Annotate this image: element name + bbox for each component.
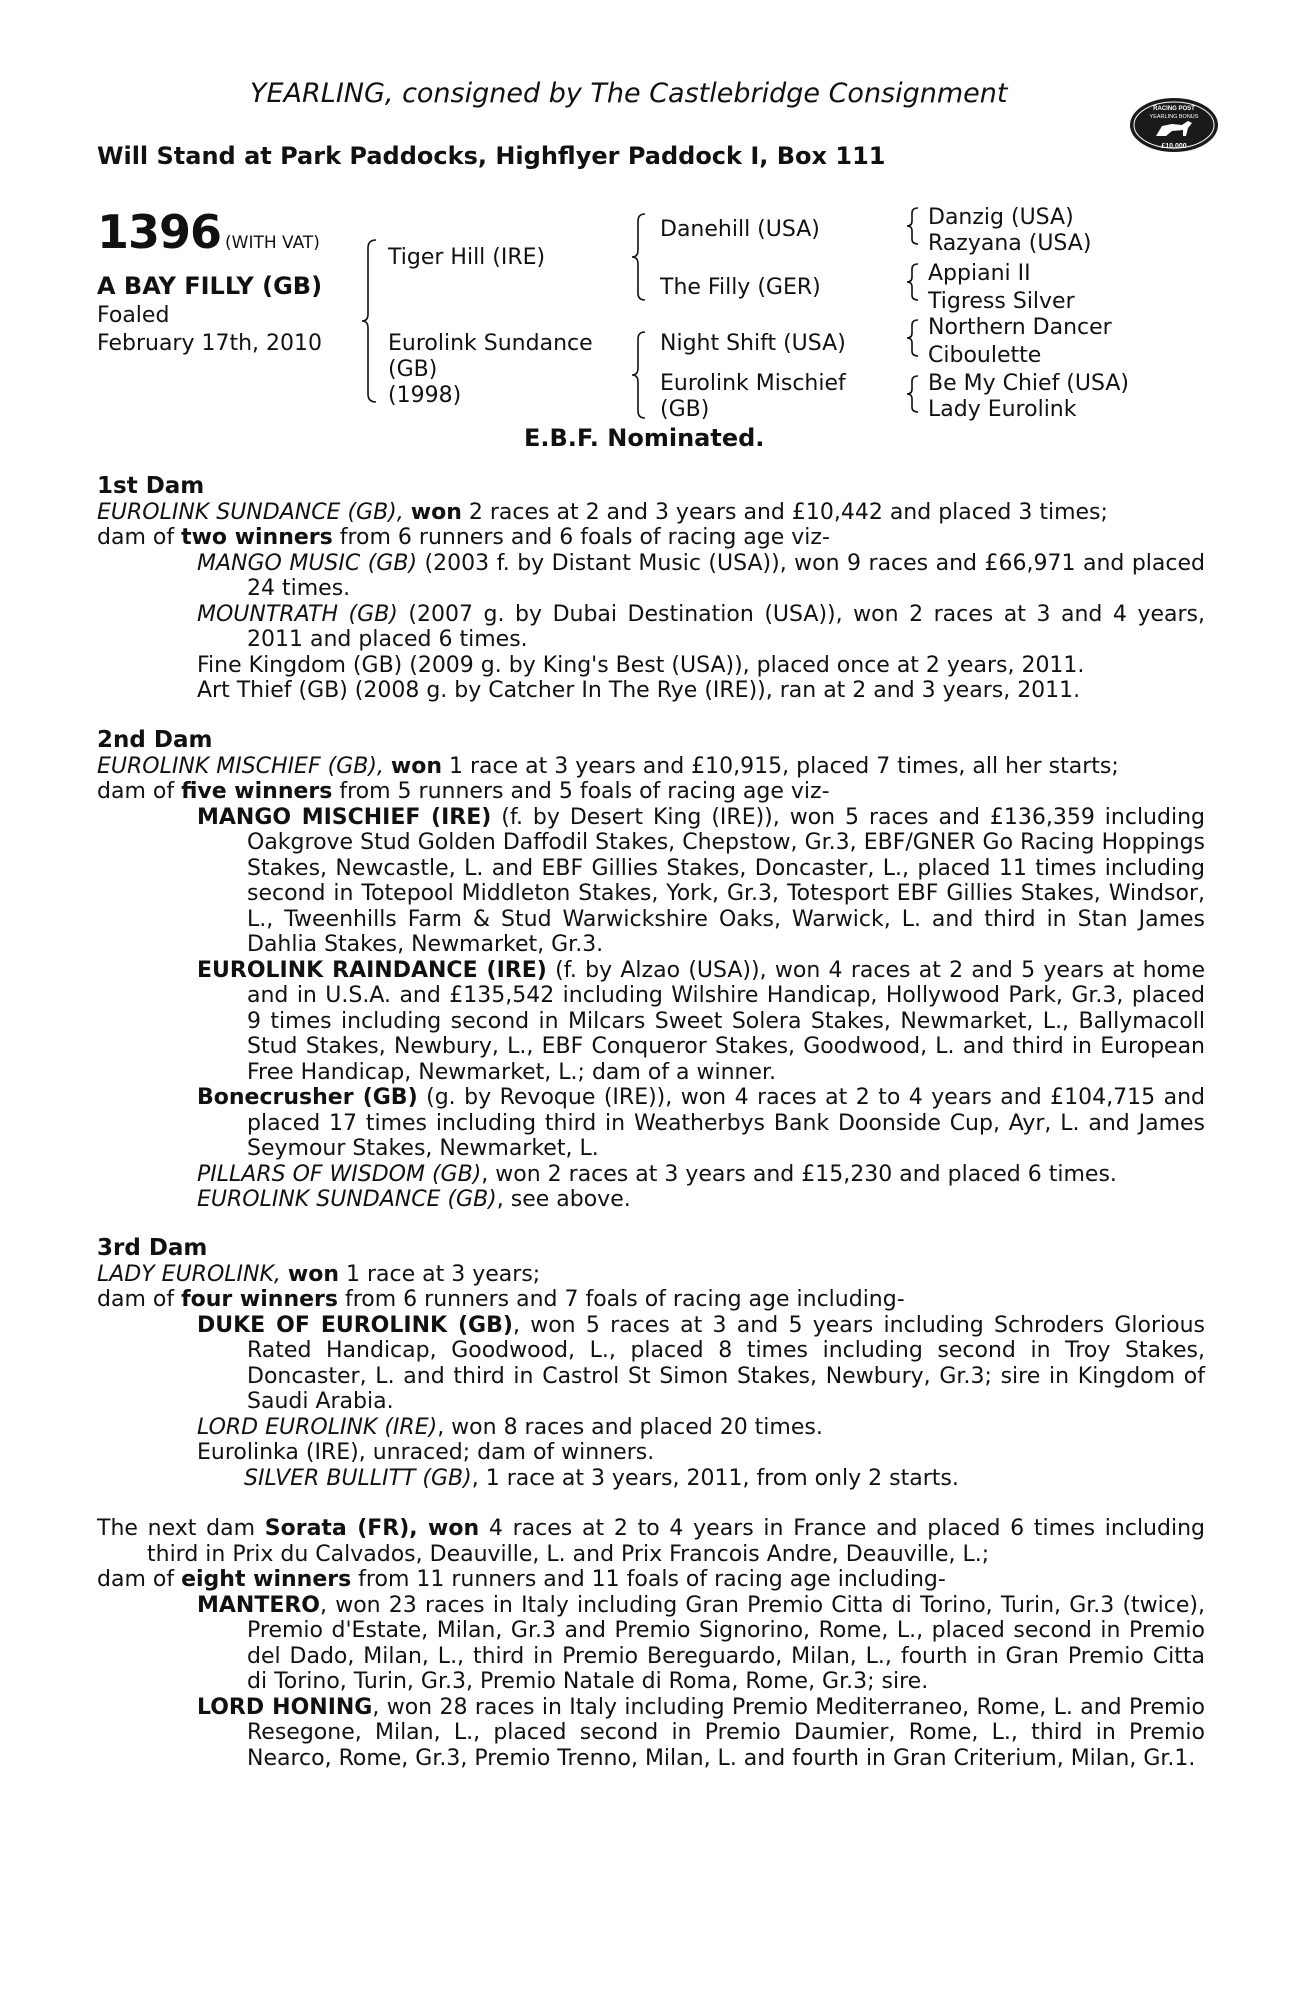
first-dam-section bbox=[97, 474, 1205, 704]
pedigree-dam-dam-line2: (GB) bbox=[660, 397, 710, 422]
next-dam-produce-summary: dam of eight winners from 11 runners and 11 foals of racing age including- bbox=[97, 1567, 946, 1592]
pedigree-sire-sire: Danehill (USA) bbox=[660, 217, 820, 242]
yearling-bonus-badge bbox=[1128, 96, 1220, 154]
first-dam-produce-summary: dam of two winners from 6 runners and 6 foals of racing age viz- bbox=[97, 525, 830, 550]
stand-location: Will Stand at Park Paddocks, Highflyer Paddock I, Box 111 bbox=[97, 142, 886, 170]
pedigree-ddd: Lady Eurolink bbox=[928, 397, 1077, 422]
produce-entry: PILLARS OF WISDOM (GB), won 2 races at 3 years and £15,230 and placed 6 times. bbox=[197, 1161, 1117, 1187]
vat-note: (WITH VAT) bbox=[225, 233, 320, 253]
next-dam-section bbox=[97, 1516, 1205, 1771]
second-dam-produce-summary: dam of five winners from 5 runners and 5 foals of racing age viz- bbox=[97, 779, 830, 804]
horse-name: A BAY FILLY (GB) bbox=[97, 272, 323, 300]
pedigree-brace-ss bbox=[905, 206, 921, 246]
foaled-label: Foaled bbox=[97, 303, 170, 328]
pedigree-dam-sire: Night Shift (USA) bbox=[660, 331, 846, 356]
pedigree-brace-sd bbox=[905, 262, 921, 302]
foaled-date: February 17th, 2010 bbox=[97, 331, 323, 356]
second-dam-intro: EUROLINK MISCHIEF (GB), won 1 race at 3 years and £10,915, placed 7 times, all her starts; bbox=[97, 753, 1119, 779]
catalogue-heading: YEARLING, consigned by The Castlebridge Consignment bbox=[250, 78, 1008, 109]
produce-entry: EUROLINK SUNDANCE (GB), see above. bbox=[197, 1187, 631, 1212]
next-dam-intro: The next dam Sorata (FR), won 4 races at 2 to 4 years in France and placed 6 times including third in Prix du Calvados, Deauville, L. and Prix Francois Andre, Deauville, L.; bbox=[97, 1516, 1205, 1567]
second-dam-section bbox=[97, 728, 1205, 1213]
pedigree-dds: Be My Chief (USA) bbox=[928, 371, 1129, 396]
pedigree-sdd: Tigress Silver bbox=[928, 289, 1075, 314]
produce-entry: Art Thief (GB) (2008 g. by Catcher In The Rye (IRE)), ran at 2 and 3 years, 2011. bbox=[197, 678, 1081, 703]
produce-entry: MANGO MUSIC (GB) (2003 f. by Distant Music (USA)), won 9 races and £66,971 and placed 24 times. bbox=[197, 550, 1205, 601]
produce-entry: MOUNTRATH (GB) (2007 g. by Dubai Destination (USA)), won 2 races at 3 and 4 years, 2011 and placed 6 times. bbox=[197, 601, 1205, 652]
badge-amount-text: £10,000 bbox=[1161, 143, 1187, 150]
third-dam-produce-summary: dam of four winners from 6 runners and 7 foals of racing age including- bbox=[97, 1287, 905, 1312]
produce-entry: MANGO MISCHIEF (IRE) (f. by Desert King (IRE)), won 5 races and £136,359 including Oakgrove Stud Golden Daffodil Stakes, Chepstow, Gr.3, EBF/GNER Go Racing Hoppings Stakes, Newcastle, L. and EBF Gillies Stakes, Doncaster, L., placed 11 times including second in Totepool Middleton Stakes, York, Gr.3, Totesport EBF Gillies Stakes, Windsor, L., Tweenhills Farm & Stud Warwickshire Oaks, Warwick, L. and third in Stan James Dahlia Stakes, Newmarket, Gr.3. bbox=[197, 804, 1205, 957]
pedigree-brace-sire bbox=[630, 212, 648, 302]
pedigree-dam-line1: Eurolink Sundance bbox=[388, 331, 593, 356]
produce-entry: LORD EUROLINK (IRE), won 8 races and placed 20 times. bbox=[197, 1414, 823, 1440]
produce-entry: DUKE OF EUROLINK (GB), won 5 races at 3 and 5 years including Schroders Glorious Rated Handicap, Goodwood, L., placed 8 times including second in Troy Stakes, Doncaster, L. and third in Castrol St Simon Stakes, Newbury, Gr.3; sire in Kingdom of Saudi Arabia. bbox=[197, 1312, 1205, 1414]
badge-top-text: RACING POST bbox=[1153, 106, 1195, 112]
lot-number-block bbox=[97, 205, 320, 259]
pedigree-dam-dam-line1: Eurolink Mischief bbox=[660, 371, 846, 396]
first-dam-intro: EUROLINK SUNDANCE (GB), won 2 races at 2 and 3 years and £10,442 and placed 3 times; bbox=[97, 499, 1108, 525]
pedigree-sds: Appiani II bbox=[928, 261, 1031, 286]
pedigree-dsd: Ciboulette bbox=[928, 343, 1042, 368]
pedigree-brace-ds bbox=[905, 318, 921, 358]
third-dam-intro: LADY EUROLINK, won 1 race at 3 years; bbox=[97, 1261, 541, 1287]
pedigree-brace-dd bbox=[905, 374, 921, 414]
produce-entry: MANTERO, won 23 races in Italy including Gran Premio Citta di Torino, Turin, Gr.3 (twice), Premio d'Estate, Milan, Gr.3 and Premio Signorino, Rome, L., placed second in Premio del Dado, Milan, L., third in Premio Bereguardo, Milan, L., fourth in Gran Premio Citta di Torino, Turin, Gr.3, Premio Natale di Roma, Rome, Gr.3; sire. bbox=[197, 1592, 1205, 1694]
produce-entry: Fine Kingdom (GB) (2009 g. by King's Best (USA)), placed once at 2 years, 2011. bbox=[197, 652, 1085, 678]
pedigree-sss: Danzig (USA) bbox=[928, 205, 1074, 230]
pedigree-sire: Tiger Hill (IRE) bbox=[388, 245, 546, 270]
pedigree-dam-line3: (1998) bbox=[388, 383, 462, 408]
third-dam-heading: 3rd Dam bbox=[97, 1235, 208, 1261]
pedigree-dam-line2: (GB) bbox=[388, 357, 438, 382]
produce-entry: Eurolinka (IRE), unraced; dam of winners. bbox=[197, 1440, 655, 1465]
lot-number: 1396 bbox=[97, 205, 222, 259]
produce-entry: Bonecrusher (GB) (g. by Revoque (IRE)), won 4 races at 2 to 4 years and £104,715 and placed 17 times including third in Weatherbys Bank Doonside Cup, Ayr, L. and James Seymour Stakes, Newmarket, L. bbox=[197, 1085, 1206, 1161]
second-dam-heading: 2nd Dam bbox=[97, 727, 213, 753]
produce-entry: SILVER BULLITT (GB), 1 race at 3 years, 2011, from only 2 starts. bbox=[244, 1465, 959, 1491]
produce-entry: EUROLINK RAINDANCE (IRE) (f. by Alzao (USA)), won 4 races at 2 and 5 years at home and in U.S.A. and £135,542 including Wilshire Handicap, Hollywood Park, Gr.3, placed 9 times including second in Milcars Sweet Solera Stakes, Newmarket, L., Ballymacoll Stud Stakes, Newbury, L., EBF Conqueror Stakes, Goodwood, L. and third in European Free Handicap, Newmarket, L.; dam of a winner. bbox=[197, 957, 1205, 1085]
pedigree-brace-dam bbox=[630, 330, 648, 420]
pedigree-brace-gen1 bbox=[360, 238, 380, 404]
third-dam-section bbox=[97, 1236, 1205, 1491]
pedigree-dss: Northern Dancer bbox=[928, 315, 1112, 340]
ebf-nominated: E.B.F. Nominated. bbox=[524, 424, 765, 452]
pedigree-ssd: Razyana (USA) bbox=[928, 231, 1092, 256]
pedigree-sire-dam: The Filly (GER) bbox=[660, 275, 821, 300]
produce-entry: LORD HONING, won 28 races in Italy including Premio Mediterraneo, Rome, L. and Premio Resegone, Milan, L., placed second in Premio Daumier, Rome, L., third in Premio Nearco, Rome, Gr.3, Premio Trenno, Milan, L. and fourth in Gran Criterium, Milan, Gr.1. bbox=[197, 1694, 1205, 1771]
first-dam-heading: 1st Dam bbox=[97, 473, 205, 499]
badge-mid-text: YEARLING BONUS bbox=[1149, 114, 1199, 120]
